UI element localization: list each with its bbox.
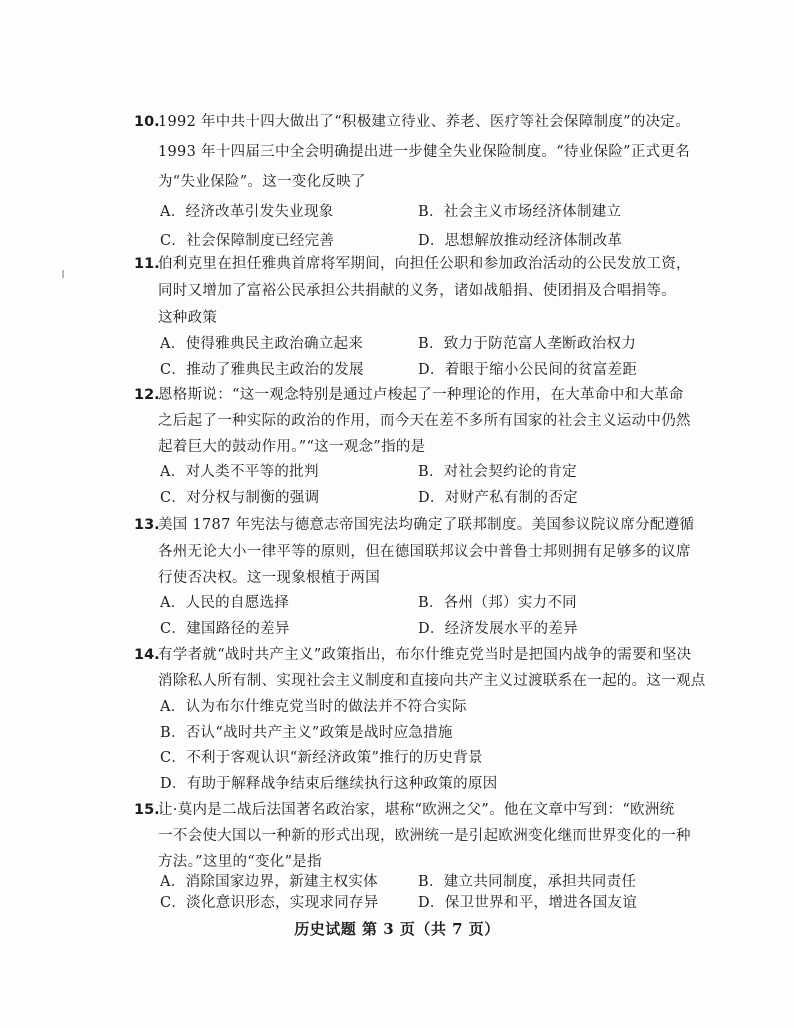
question-number: 14.	[134, 647, 160, 663]
option-c[interactable]: C．推动了雅典民主政治的发展	[160, 362, 364, 378]
question-text-line: 同时又增加了富裕公民承担公共捐献的义务，诸如战船捐、使团捐及合唱捐等。	[158, 283, 676, 299]
question-text-line: 各州无论大小一律平等的原则，但在德国联邦议会中普鲁士邦则拥有足够多的议席	[158, 544, 691, 560]
question-text-line: 恩格斯说：“这一观念特别是通过卢梭起了一种理论的作用，在大革命中和大革命	[158, 387, 684, 403]
question-number: 13.	[134, 517, 160, 533]
question-text-line: 这种政策	[158, 310, 218, 326]
option-d[interactable]: D．对财产私有制的否定	[418, 490, 578, 506]
option-a[interactable]: A．对人类不平等的批判	[160, 464, 319, 480]
question-text-line: 1992 年中共十四大做出了“积极建立待业、养老、医疗等社会保障制度”的决定。	[158, 114, 691, 130]
option-b[interactable]: B．对社会契约论的肯定	[418, 464, 577, 480]
question-text-line: 让·莫内是二战后法国著名政治家，堪称“欧洲之父”。他在文章中写到：“欧洲统	[158, 802, 675, 818]
scan-mark	[62, 270, 64, 278]
option-a[interactable]: A．消除国家边界，新建主权实体	[160, 874, 378, 890]
option-a[interactable]: A．人民的自愿选择	[160, 595, 290, 611]
option-c[interactable]: C．对分权与制衡的强调	[160, 490, 320, 506]
page-footer: 历史试题 第 3 页（共 7 页）	[294, 920, 500, 938]
question-text-line: 美国 1787 年宪法与德意志帝国宪法均确定了联邦制度。美国参议院议席分配遵循	[158, 517, 695, 533]
question-number: 15.	[134, 802, 160, 818]
question-text-line: 1993 年十四届三中全会明确提出进一步健全失业保险制度。“待业保险”正式更名	[158, 144, 691, 160]
question-text-line: 起着巨大的鼓动作用。”“这一观念”指的是	[158, 439, 426, 455]
question-text-line: 伯利克里在担任雅典首席将军期间，向担任公职和参加政治活动的公民发放工资，	[158, 256, 691, 272]
option-b[interactable]: B．致力于防范富人垄断政治权力	[418, 336, 637, 352]
option-a[interactable]: A．使得雅典民主政治确立起来	[160, 336, 364, 352]
question-text-line: 一不会使大国以一种新的形式出现，欧洲统一是引起欧洲变化继而世界变化的一种	[158, 828, 691, 844]
option-c[interactable]: C．淡化意识形态，实现求同存异	[160, 895, 379, 911]
option-b[interactable]: B．建立共同制度，承担共同责任	[418, 874, 637, 890]
option-d[interactable]: D．思想解放推动经济体制改革	[418, 233, 623, 249]
question-text-line: 之后起了一种实际的政治的作用，而今天在差不多所有国家的社会主义运动中仍然	[158, 413, 691, 429]
option-a[interactable]: A．经济改革引发失业现象	[160, 204, 334, 220]
question-text-line: 消除私人所有制、实现社会主义制度和直接向共产主义过渡联系在一起的。这一观点	[158, 673, 706, 689]
question-text-line: 有学者就“战时共产主义”政策指出，布尔什维克党当时是把国内战争的需要和坚决	[158, 647, 692, 663]
option-c[interactable]: C．社会保障制度已经完善	[160, 233, 335, 249]
option-d[interactable]: D．经济发展水平的差异	[418, 621, 578, 637]
option-c[interactable]: C．建国路径的差异	[160, 621, 290, 637]
question-text-line: 行使否决权。这一现象根植于两国	[158, 570, 380, 586]
option-b[interactable]: B．各州（邦）实力不同	[418, 595, 577, 611]
option-a[interactable]: A．认为布尔什维克党当时的做法并不符合实际	[160, 699, 467, 715]
option-d[interactable]: D．有助于解释战争结束后继续执行这种政策的原因	[160, 776, 498, 792]
question-number: 12.	[134, 387, 160, 403]
question-text-line: 为“失业保险”。这一变化反映了	[158, 174, 366, 190]
option-d[interactable]: D．着眼于缩小公民间的贫富差距	[418, 362, 638, 378]
option-c[interactable]: C．不利于客观认识“新经济政策”推行的历史背景	[160, 750, 483, 766]
option-b[interactable]: B．否认“战时共产主义”政策是战时应急措施	[160, 725, 453, 741]
question-number: 10.	[134, 114, 160, 130]
question-text-line: 方法。”这里的“变化”是指	[158, 854, 322, 870]
question-number: 11.	[134, 256, 160, 272]
option-b[interactable]: B．社会主义市场经济体制建立	[418, 204, 622, 220]
option-d[interactable]: D．保卫世界和平，增进各国友谊	[418, 895, 638, 911]
